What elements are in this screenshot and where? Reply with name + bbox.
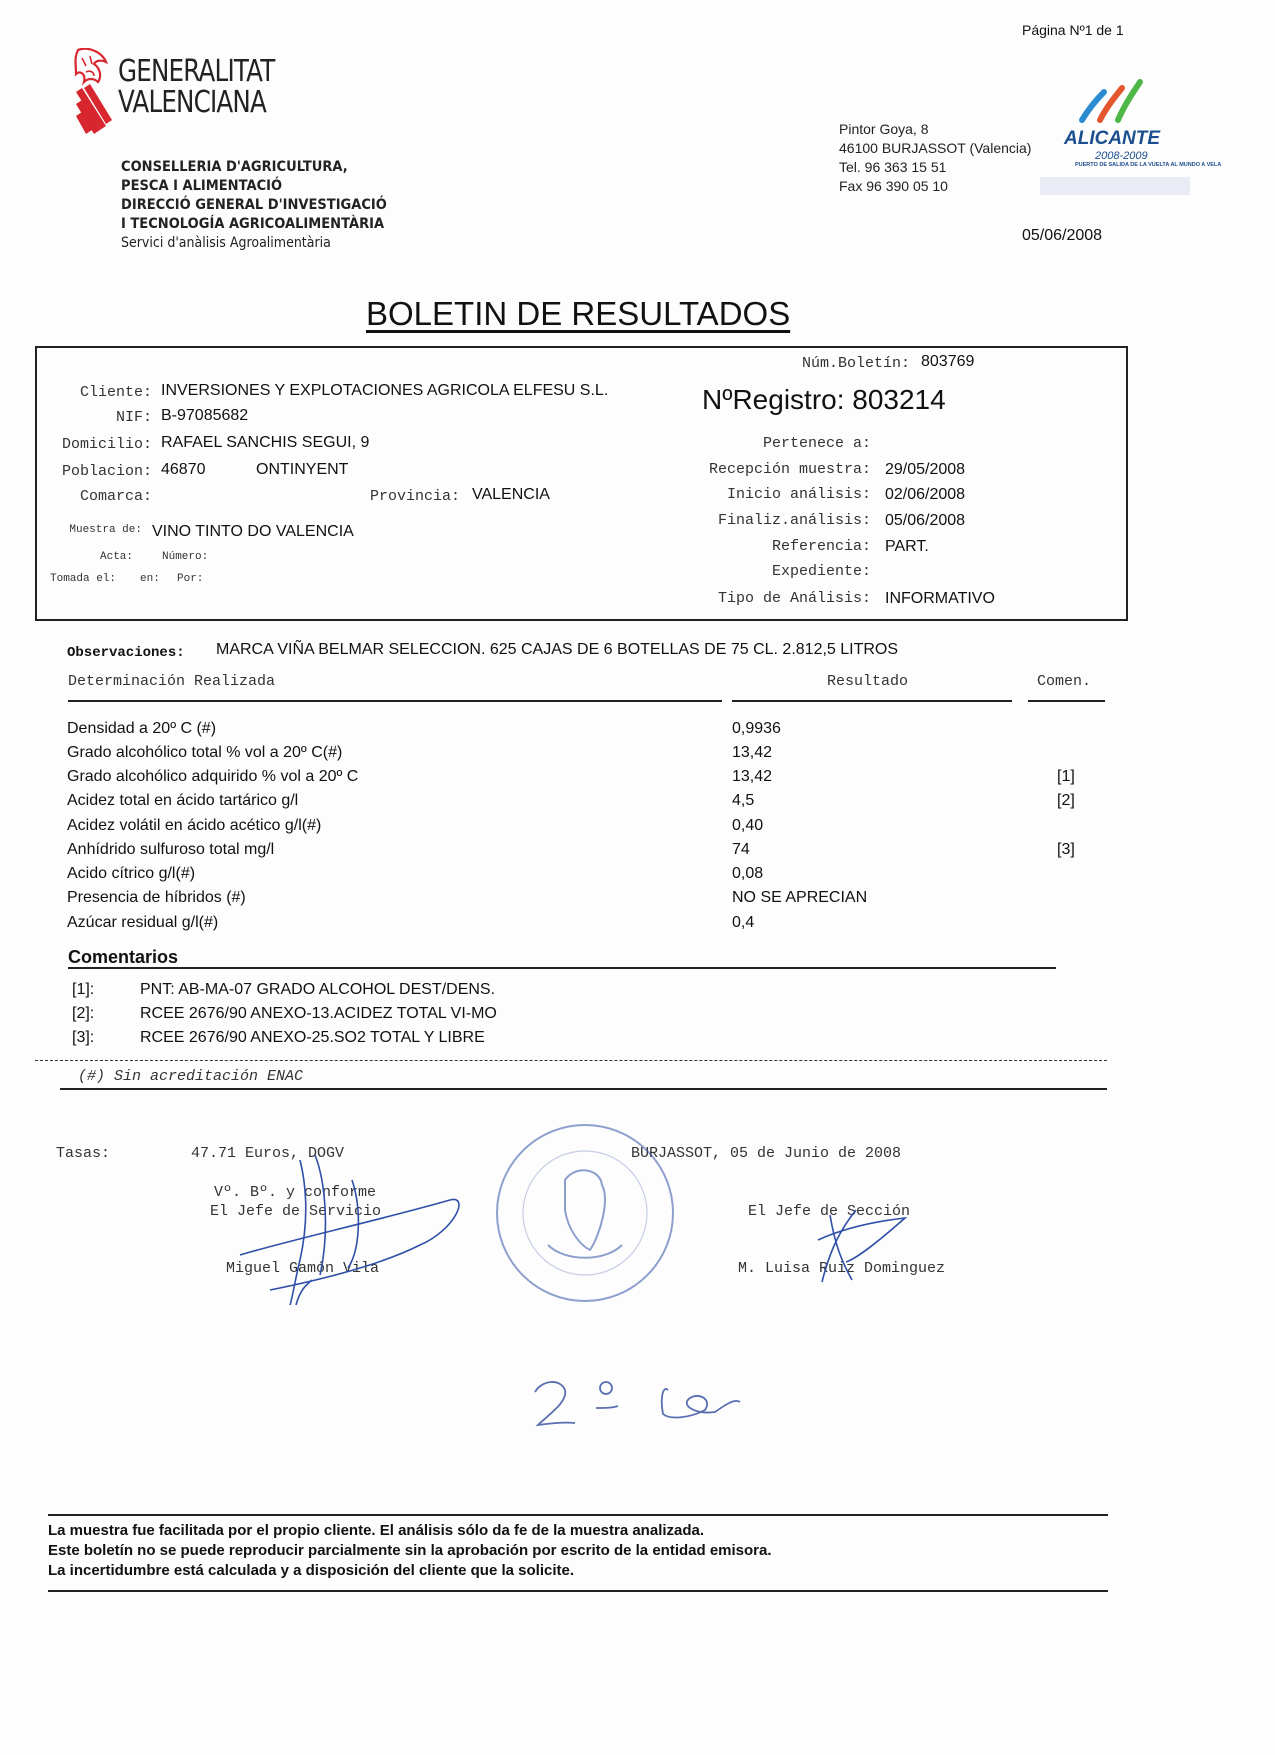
nif-label: NIF:: [115, 409, 152, 426]
alicante-years: 2008-2009: [1095, 150, 1148, 162]
boletin-value: 803769: [921, 353, 975, 370]
header-resultado: Resultado: [827, 673, 909, 690]
row-resultado: 4,5: [732, 792, 755, 809]
header-rule: [732, 700, 1012, 702]
finaliz-label: Finaliz.análisis:: [717, 512, 871, 529]
conselleria-line: CONSELLERIA D'AGRICULTURA,: [121, 159, 348, 175]
page-title: BOLETIN DE RESULTADOS: [366, 295, 791, 332]
recepcion-value: 29/05/2008: [885, 461, 966, 478]
row-determinacion: Densidad a 20º C (#): [67, 720, 217, 737]
domicilio-value: RAFAEL SANCHIS SEGUI, 9: [161, 434, 370, 451]
footer-rule-bottom: [48, 1590, 1108, 1592]
signature-left-line2: El Jefe de Servicio: [210, 1203, 382, 1220]
conselleria-line: DIRECCIÓ GENERAL D'INVESTIGACIÓ: [121, 197, 387, 213]
poblacion-label: Poblacion:: [61, 463, 152, 480]
row-determinacion: Acido cítrico g/l(#): [67, 865, 196, 882]
observaciones-label: Observaciones:: [67, 645, 185, 661]
row-comentario: [2]: [1057, 792, 1075, 809]
logo-line1: GENERALITAT: [118, 54, 275, 89]
tasas-value: 47.71 Euros, DOGV: [191, 1145, 345, 1162]
row-resultado: 74: [732, 841, 750, 858]
row-comentario: [1]: [1057, 768, 1075, 785]
comarca-label: Comarca:: [79, 488, 152, 505]
dashed-separator: [35, 1060, 1107, 1061]
poblacion-value: ONTINYENT: [256, 461, 349, 478]
comment-text: RCEE 2676/90 ANEXO-25.SO2 TOTAL Y LIBRE: [140, 1029, 485, 1046]
row-resultado: 0,08: [732, 865, 764, 882]
sail-strokes-icon: [1060, 70, 1170, 130]
observaciones-value: MARCA VIÑA BELMAR SELECCION. 625 CAJAS DE 6 BOTELLAS DE 75 CL. 2.812,5 LITROS: [216, 641, 899, 658]
expediente-label: Expediente:: [771, 563, 871, 580]
header-rule: [1028, 700, 1105, 702]
row-resultado: 13,42: [732, 768, 773, 785]
registro-number: NºRegistro: 803214: [702, 384, 946, 415]
row-determinacion: Anhídrido sulfuroso total mg/l: [67, 841, 275, 858]
comment-ref: [2]:: [72, 1005, 95, 1022]
place-date: BURJASSOT, 05 de Junio de 2008: [631, 1145, 902, 1162]
page-number: Página Nº1 de 1: [1022, 22, 1124, 38]
row-determinacion: Grado alcohólico adquirido % vol a 20º C: [67, 768, 359, 785]
row-determinacion: Acidez volátil en ácido acético g/l(#): [67, 817, 322, 834]
row-determinacion: Presencia de híbridos (#): [67, 889, 246, 906]
conselleria-block: [121, 158, 387, 253]
row-resultado: 0,4: [732, 914, 755, 931]
en-label: en:: [140, 573, 160, 585]
disclaimer-block: [48, 1521, 772, 1581]
conselleria-line: I TECNOLOGÍA AGRICOALIMENTÀRIA: [121, 216, 385, 232]
disclaimer-line: La incertidumbre está calculada y a disposición del cliente que la solicite.: [48, 1562, 575, 1579]
conselleria-line: Servici d'anàlisis Agroalimentària: [121, 235, 331, 251]
disclaimer-line: La muestra fue facilitada por el propio cliente. El análisis sólo da fe de la muestra analizada.: [48, 1522, 705, 1539]
acta-label: Acta:: [100, 551, 134, 563]
tomada-label: Tomada el:: [50, 573, 117, 585]
referencia-value: PART.: [885, 538, 929, 555]
address-line: Fax 96 390 05 10: [839, 178, 948, 194]
comentarios-rule: [68, 967, 1056, 969]
enac-note: (#) Sin acreditación ENAC: [78, 1068, 304, 1085]
comment-text: RCEE 2676/90 ANEXO-13.ACIDEZ TOTAL VI-MO: [140, 1005, 497, 1022]
signature-right-line1: El Jefe de Sección: [748, 1203, 911, 1220]
alicante-name: ALICANTE: [1064, 128, 1161, 149]
report-date: 05/06/2008: [1022, 227, 1103, 244]
row-resultado: 0,9936: [732, 720, 781, 737]
alicante-tagline: PUERTO DE SALIDA DE LA VUELTA AL MUNDO A VELA: [1075, 162, 1222, 168]
muestra-label: Muestra de:: [69, 524, 142, 536]
signature-right-name: M. Luisa Ruiz Dominguez: [738, 1260, 946, 1277]
cliente-label: Cliente:: [79, 384, 152, 401]
address-line: Tel. 96 363 15 51: [839, 159, 947, 175]
inicio-value: 02/06/2008: [885, 486, 966, 503]
handwritten-note: [535, 1382, 740, 1425]
logo-line2: VALENCIANA: [118, 85, 267, 120]
muestra-value: VINO TINTO DO VALENCIA: [152, 523, 354, 540]
address-block: [839, 120, 1031, 196]
inicio-label: Inicio análisis:: [726, 486, 871, 503]
header-determinacion: Determinación Realizada: [68, 673, 276, 690]
row-resultado: NO SE APRECIAN: [732, 889, 868, 906]
domicilio-label: Domicilio:: [61, 436, 152, 453]
tipo-value: INFORMATIVO: [885, 590, 995, 607]
nif-value: B-97085682: [161, 407, 249, 424]
enac-rule: [60, 1088, 1107, 1090]
comment-ref: [1]:: [72, 981, 95, 998]
row-determinacion: Acidez total en ácido tartárico g/l: [67, 792, 299, 809]
signature-left-line1: Vº. Bº. y conforme: [214, 1184, 377, 1201]
alicante-band: [1040, 177, 1190, 195]
row-determinacion: Grado alcohólico total % vol a 20º C(#): [67, 744, 343, 761]
disclaimer-line: Este boletín no se puede reproducir parcialmente sin la aprobación por escrito de la entidad emisora.: [48, 1542, 772, 1559]
recepcion-label: Recepción muestra:: [708, 461, 871, 478]
row-resultado: 0,40: [732, 817, 764, 834]
tasas-label: Tasas:: [56, 1145, 111, 1162]
row-comentario: [3]: [1057, 841, 1075, 858]
address-line: Pintor Goya, 8: [839, 121, 929, 137]
comment-ref: [3]:: [72, 1029, 95, 1046]
numero-label: Número:: [162, 551, 209, 563]
boletin-label: Núm.Boletín:: [801, 355, 910, 372]
address-line: 46100 BURJASSOT (Valencia): [839, 140, 1032, 156]
comentarios-title: Comentarios: [68, 947, 179, 967]
provincia-value: VALENCIA: [472, 486, 550, 503]
referencia-label: Referencia:: [771, 538, 871, 555]
header-rule: [68, 700, 722, 702]
header-comentarios: Comen.: [1037, 673, 1092, 690]
por-label: Por:: [177, 573, 204, 585]
footer-rule-top: [48, 1514, 1108, 1516]
cliente-value: INVERSIONES Y EXPLOTACIONES AGRICOLA ELFESU S.L.: [161, 382, 609, 399]
cp-value: 46870: [161, 461, 206, 478]
pertenece-label: Pertenece a:: [762, 435, 871, 452]
row-resultado: 13,42: [732, 744, 773, 761]
row-determinacion: Azúcar residual g/l(#): [67, 914, 219, 931]
alicante-logo: [1060, 70, 1222, 195]
finaliz-value: 05/06/2008: [885, 512, 966, 529]
signature-left-name: Miguel Gamón Vila: [226, 1260, 380, 1277]
tipo-label: Tipo de Análisis:: [717, 590, 871, 607]
bat-shield-icon: [72, 48, 116, 138]
comment-text: PNT: AB-MA-07 GRADO ALCOHOL DEST/DENS.: [140, 981, 496, 998]
conselleria-line: PESCA I ALIMENTACIÓ: [121, 178, 283, 194]
signature-left-ink: [240, 1155, 459, 1305]
provincia-label: Provincia:: [370, 488, 461, 505]
generalitat-logo: [72, 48, 275, 138]
